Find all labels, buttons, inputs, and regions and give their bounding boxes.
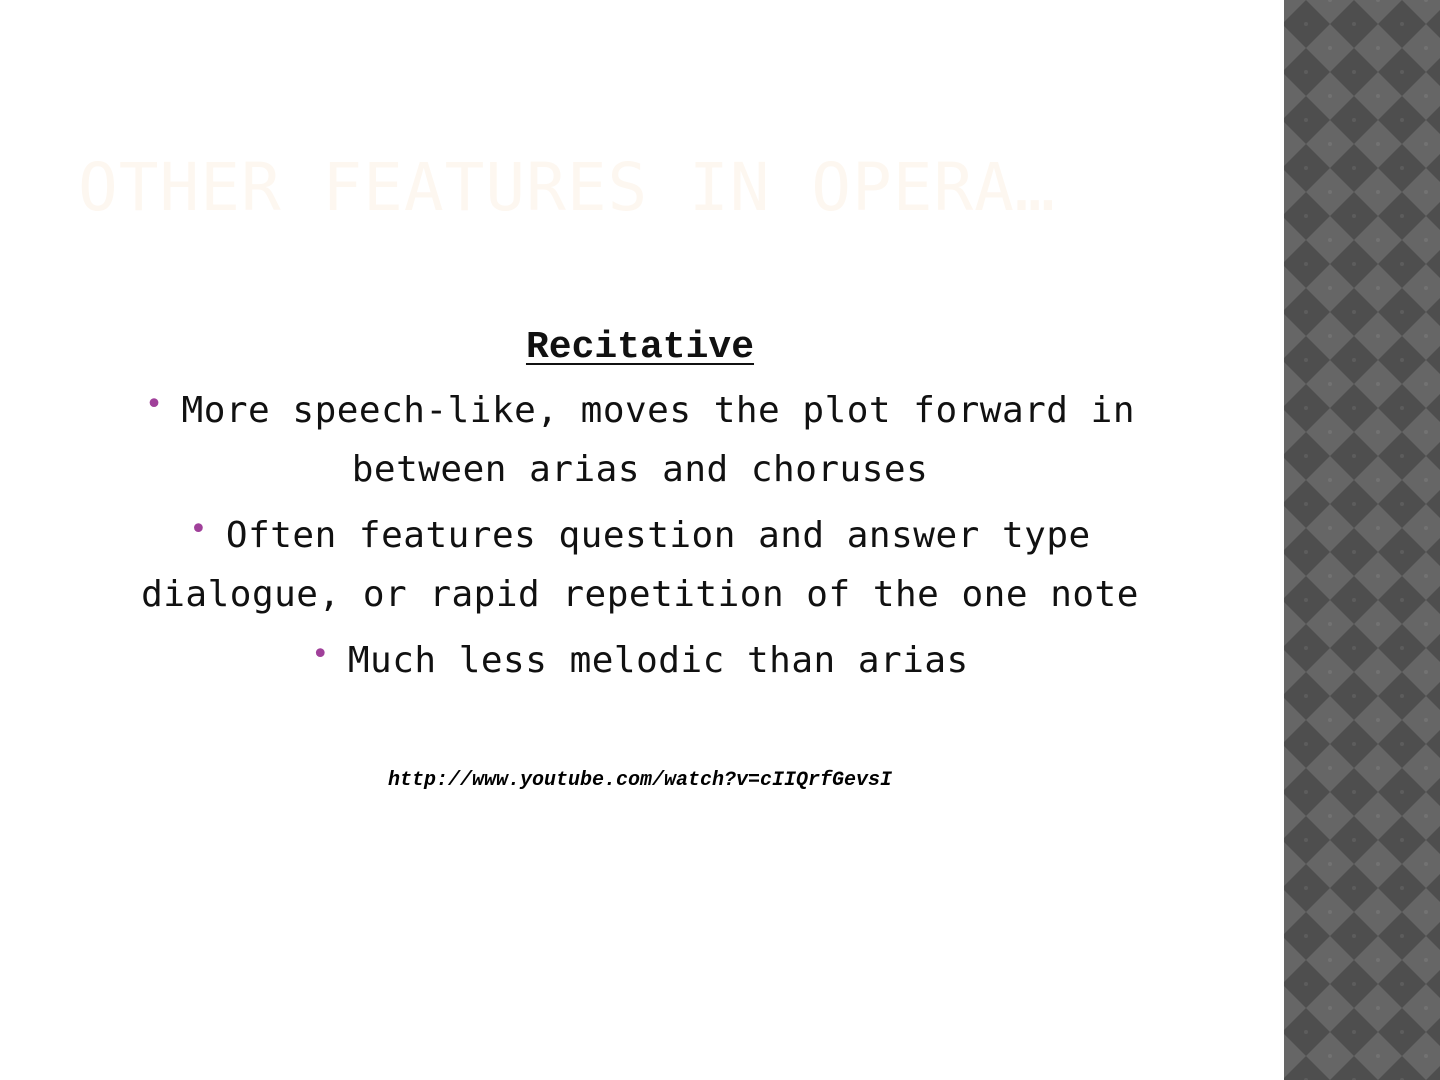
diamond-pattern-graphic <box>1284 0 1440 1080</box>
bullet-item <box>90 507 1190 623</box>
bullet-item <box>90 632 1190 691</box>
slide-content <box>90 322 1190 795</box>
bullet-icon: • <box>189 512 208 547</box>
bullet-line: between arias and choruses <box>351 449 929 490</box>
bullet-line: Often features question and answer type <box>225 515 1091 556</box>
bullet-line: dialogue, or rapid repetition of the one note <box>141 574 1139 615</box>
bullet-item <box>90 382 1190 498</box>
diamond-pattern-sidebar <box>1284 0 1440 1080</box>
bullet-line: Much less melodic than arias <box>347 640 969 681</box>
section-heading: Recitative <box>525 326 755 369</box>
slide-title: OTHER FEATURES IN OPERA… <box>78 149 1056 226</box>
bullet-line: More speech-like, moves the plot forward in <box>181 390 1136 431</box>
bullet-icon: • <box>144 387 164 422</box>
youtube-link[interactable]: http://www.youtube.com/watch?v=cIIQrfGevsI <box>387 769 893 792</box>
bullet-icon: • <box>311 637 330 672</box>
